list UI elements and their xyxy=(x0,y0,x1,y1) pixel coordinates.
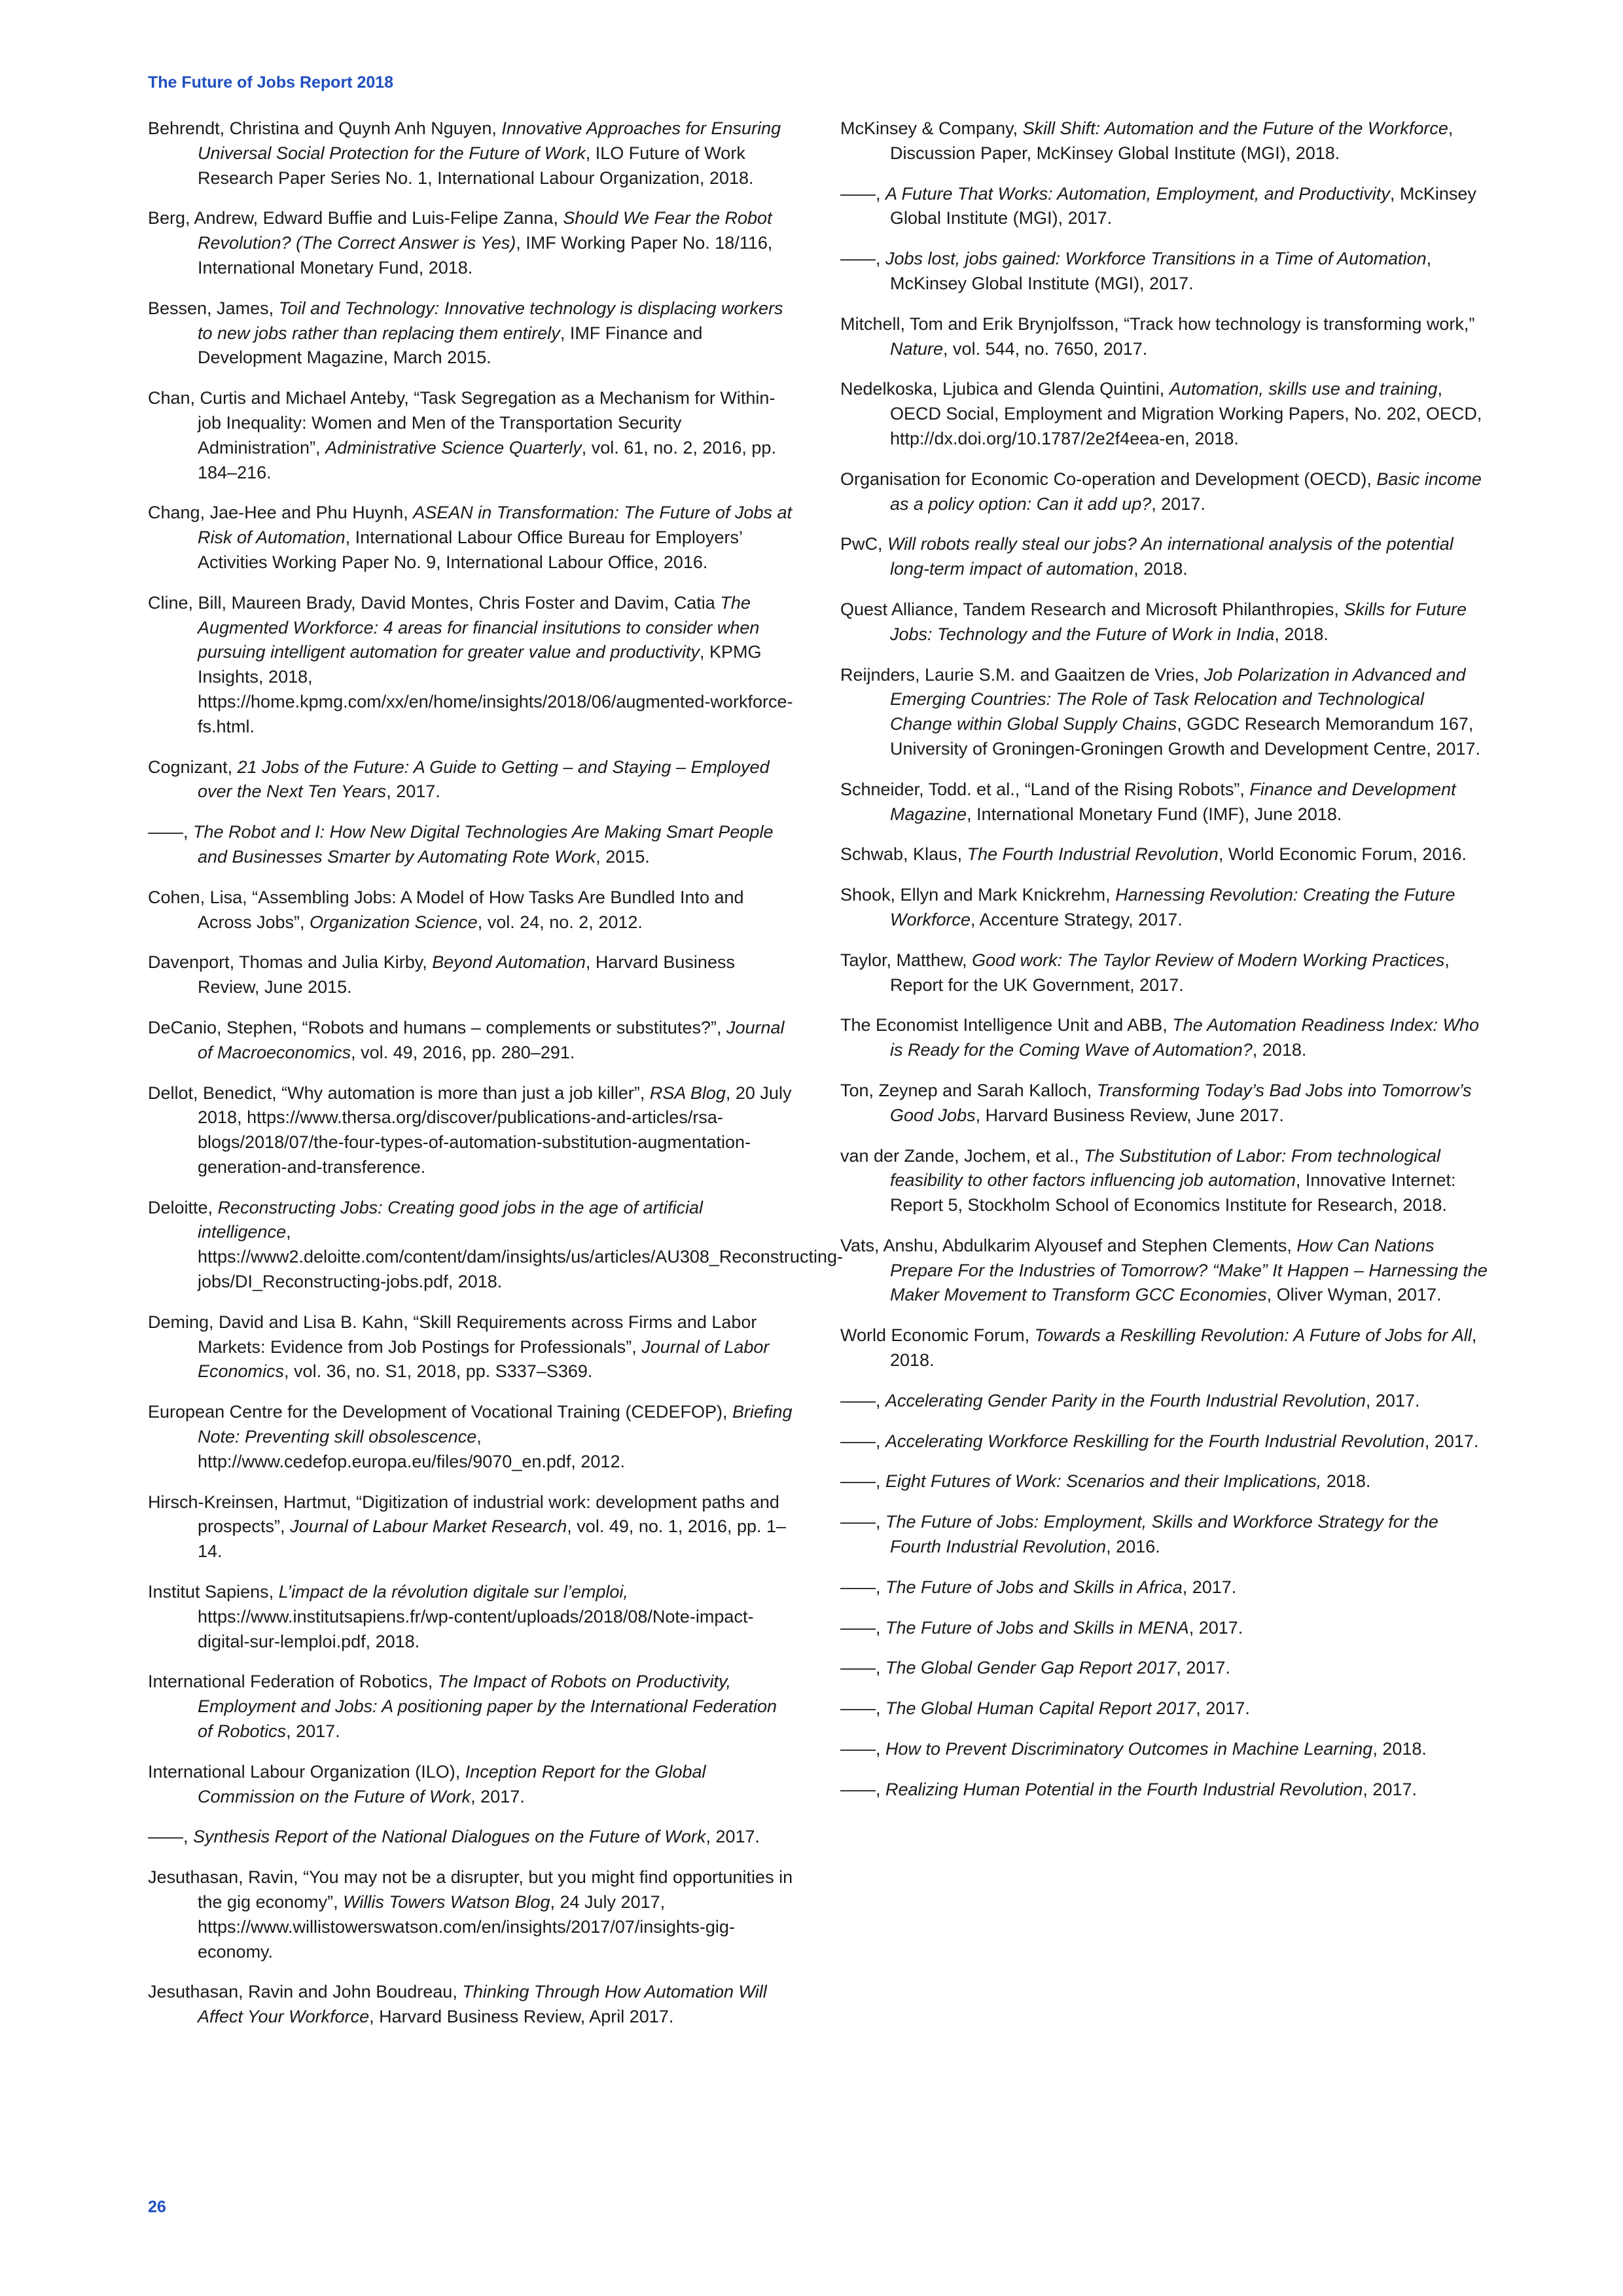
reference-entry xyxy=(840,117,1488,166)
reference-text: Behrendt, Christina and Quynh Anh Nguyen, xyxy=(148,118,502,138)
reference-title: Journal of Macroeconomics xyxy=(198,1017,785,1062)
reference-text: , vol. 544, no. 7650, 2017. xyxy=(943,338,1148,359)
reference-text: , OECD Social, Employment and Migration Working Papers, No. 202, OECD, http://dx.doi.org/10.1787/2e2f4eea-en, 2018. xyxy=(890,379,1482,448)
reference-title: The Automation Readiness Index: Who is Ready for the Coming Wave of Automation? xyxy=(890,1015,1480,1060)
reference-text: , 2017. xyxy=(705,1827,760,1847)
reference-text: , ILO Future of Work Research Paper Series No. 1, International Labour Organization, 2018. xyxy=(198,143,754,188)
reference-title: ASEAN in Transformation: The Future of Jobs at Risk of Automation xyxy=(198,503,793,548)
reference-title: Towards a Reskilling Revolution: A Future of Jobs for All xyxy=(1034,1325,1472,1346)
reference-text: Hirsch-Kreinsen, Hartmut, “Digitization of industrial work: development paths and prospects”, xyxy=(148,1492,779,1537)
reference-entry xyxy=(840,1696,1488,1721)
reference-title: Should We Fear the Robot Revolution? (The Correct Answer is Yes) xyxy=(198,208,772,253)
reference-text: Taylor, Matthew, xyxy=(840,950,972,970)
reference-title: Toil and Technology: Innovative technology is displacing workers to new jobs rather than replacing them entirely xyxy=(198,298,783,343)
reference-text: McKinsey & Company, xyxy=(840,118,1023,138)
reference-text: , Harvard Business Review, June 2015. xyxy=(198,952,735,997)
reference-text: , Harvard Business Review, June 2017. xyxy=(975,1105,1284,1125)
reference-text: ——, xyxy=(148,822,194,842)
reference-text: Jesuthasan, Ravin and John Boudreau, xyxy=(148,1982,463,2002)
reference-text: Deloitte, xyxy=(148,1197,218,1217)
reference-text: World Economic Forum, xyxy=(840,1325,1035,1346)
reference-text: International Federation of Robotics, xyxy=(148,1672,438,1692)
reference-text: Ton, Zeynep and Sarah Kalloch, xyxy=(840,1080,1097,1100)
reference-entry xyxy=(148,1081,796,1180)
reference-entry xyxy=(148,1670,796,1744)
reference-text: Cognizant, xyxy=(148,757,238,777)
reference-title: Journal of Labor Economics xyxy=(198,1336,770,1382)
reference-title: Administrative Science Quarterly xyxy=(325,437,582,457)
reference-text: , 2017. xyxy=(1188,1617,1243,1638)
reference-entry xyxy=(148,1196,843,1295)
reference-entry xyxy=(148,386,796,485)
reference-text: , International Monetary Fund (IMF), June 2018. xyxy=(967,804,1342,824)
reference-text: , http://www.cedefop.europa.eu/files/9070_en.pdf, 2012. xyxy=(198,1427,625,1471)
reference-entry xyxy=(840,1144,1488,1218)
reference-text: Dellot, Benedict, “Why automation is more than just a job killer”, xyxy=(148,1083,650,1103)
reference-text: , vol. 24, no. 2, 2012. xyxy=(477,912,643,932)
reference-entry xyxy=(148,1400,796,1474)
reference-entry xyxy=(840,1510,1488,1560)
reference-title: Eight Futures of Work: Scenarios and their Implications, xyxy=(885,1471,1322,1492)
reference-title: L’impact de la révolution digitale sur l’emploi, xyxy=(278,1582,628,1602)
reference-entry xyxy=(148,1490,796,1564)
reference-entry xyxy=(148,296,796,370)
reference-title: The Augmented Workforce: 4 areas for financial insitutions to consider when pursuing intelligent automation for greater value and productivity xyxy=(198,592,760,662)
reference-text: Deming, David and Lisa B. Kahn, “Skill Requirements across Firms and Labor Markets: Evidence from Job Postings for Professionals”, xyxy=(148,1312,757,1357)
reference-text: , 2015. xyxy=(596,846,650,867)
reference-text: Vats, Anshu, Abdulkarim Alyousef and Stephen Clements, xyxy=(840,1235,1297,1255)
reference-text: , 2018. xyxy=(1274,624,1329,644)
reference-text: , 2017. xyxy=(1365,1390,1420,1410)
reference-text: , 24 July 2017, https://www.willistowerswatson.com/en/insights/2017/07/insights-gig-economy. xyxy=(198,1892,735,1962)
reference-entry xyxy=(840,467,1488,517)
reference-title: Harnessing Revolution: Creating the Future Workforce xyxy=(890,885,1455,929)
reference-title: Organization Science xyxy=(310,912,478,932)
references-left-column xyxy=(148,117,843,2045)
reference-text: Reijnders, Laurie S.M. and Gaaitzen de Vries, xyxy=(840,664,1204,685)
reference-text: International Labour Organization (ILO), xyxy=(148,1761,465,1782)
reference-title: Nature xyxy=(890,338,944,359)
reference-title: Accelerating Workforce Reskilling for the Fourth Industrial Revolution xyxy=(885,1431,1425,1451)
reference-title: Accelerating Gender Parity in the Fourth Industrial Revolution xyxy=(885,1390,1366,1410)
reference-text: ——, xyxy=(840,1471,886,1492)
reference-entry xyxy=(840,778,1488,827)
reference-text: ——, xyxy=(840,1512,886,1532)
reference-entry xyxy=(148,206,796,280)
reference-text: , Harvard Business Review, April 2017. xyxy=(369,2007,674,2027)
reference-entry xyxy=(148,886,796,935)
reference-title: Beyond Automation xyxy=(432,952,586,973)
reference-text: , vol. 49, no. 1, 2016, pp. 1–14. xyxy=(198,1516,787,1562)
reference-entry xyxy=(840,842,1488,867)
reference-entry xyxy=(840,1234,1488,1308)
reference-text: DeCanio, Stephen, “Robots and humans – complements or substitutes?”, xyxy=(148,1017,726,1037)
reference-title: The Impact of Robots on Productivity, Employment and Jobs: A positioning paper by the International Federation of Robotics xyxy=(198,1672,777,1742)
reference-text: Berg, Andrew, Edward Buffie and Luis-Felipe Zanna, xyxy=(148,208,563,228)
reference-title: Transforming Today’s Bad Jobs into Tomorrow’s Good Jobs xyxy=(890,1080,1472,1125)
page-number: 26 xyxy=(148,2198,166,2216)
reference-entry xyxy=(840,532,1488,582)
reference-text: Nedelkoska, Ljubica and Glenda Quintini, xyxy=(840,379,1169,399)
reference-title: Jobs lost, jobs gained: Workforce Transitions in a Time of Automation xyxy=(885,249,1427,269)
reference-entry xyxy=(840,1575,1488,1600)
reference-entry xyxy=(840,1389,1488,1414)
reference-title: Inception Report for the Global Commission on the Future of Work xyxy=(198,1761,706,1806)
reference-title: Will robots really steal our jobs? An international analysis of the potential long-term impact of automation xyxy=(887,534,1454,579)
reference-entry xyxy=(840,247,1488,296)
reference-entry xyxy=(840,1778,1488,1803)
reference-text: van der Zande, Jochem, et al., xyxy=(840,1145,1084,1166)
reference-title: Synthesis Report of the National Dialogues on the Future of Work xyxy=(193,1827,706,1847)
reference-text: ——, xyxy=(840,1431,886,1451)
reference-title: Job Polarization in Advanced and Emerging Countries: The Role of Task Relocation and Technological Change within Global Supply Chains xyxy=(890,664,1466,734)
reference-text: ——, xyxy=(840,183,886,204)
reference-entry xyxy=(148,1760,796,1810)
reference-text: Organisation for Economic Co-operation and Development (OECD), xyxy=(840,469,1377,489)
reference-entry xyxy=(840,1469,1488,1494)
reference-text: , IMF Working Paper No. 18/116, International Monetary Fund, 2018. xyxy=(198,233,773,278)
reference-title: 21 Jobs of the Future: A Guide to Getting – and Staying – Employed over the Next Ten Years xyxy=(198,757,770,802)
reference-title: Thinking Through How Automation Will Affect Your Workforce xyxy=(198,1982,767,2027)
reference-title: Basic income as a policy option: Can it add up? xyxy=(890,469,1482,514)
reference-text: Jesuthasan, Ravin, “You may not be a disrupter, but you might find opportunities in the gig economy”, xyxy=(148,1867,793,1912)
reference-text: ——, xyxy=(840,1577,886,1597)
reference-entry xyxy=(840,1013,1488,1063)
reference-title: Innovative Approaches for Ensuring Universal Social Protection for the Future of Work xyxy=(198,118,781,163)
reference-text: , 2017. xyxy=(1363,1779,1417,1799)
reference-text: , vol. 36, no. S1, 2018, pp. S337–S369. xyxy=(284,1361,593,1382)
reference-text: , McKinsey Global Institute (MGI), 2017. xyxy=(890,249,1432,293)
reference-text: ——, xyxy=(148,1827,194,1847)
reference-text: European Centre for the Development of Vocational Training (CEDEFOP), xyxy=(148,1402,732,1422)
reference-title: The Substitution of Labor: From technological feasibility to other factors influencing job automation xyxy=(890,1145,1441,1191)
reference-entry xyxy=(148,1580,796,1654)
reference-text: Chang, Jae-Hee and Phu Huynh, xyxy=(148,503,414,523)
reference-text: , Accenture Strategy, 2017. xyxy=(971,909,1183,929)
running-header: The Future of Jobs Report 2018 xyxy=(148,73,394,92)
reference-text: Institut Sapiens, xyxy=(148,1582,279,1602)
reference-text: , Innovative Internet: Report 5, Stockholm School of Economics Institute for Research, 2018. xyxy=(890,1170,1456,1215)
reference-entry xyxy=(148,1980,796,2030)
reference-title: Finance and Development Magazine xyxy=(890,779,1456,824)
reference-title: Automation, skills use and training xyxy=(1169,379,1438,399)
reference-entry xyxy=(840,948,1488,998)
reference-title: A Future That Works: Automation, Employment, and Productivity xyxy=(885,183,1390,204)
reference-text: , 2018. xyxy=(1372,1739,1427,1759)
reference-text: , GGDC Research Memorandum 167, University of Groningen-Groningen Growth and Development Centre, 2017. xyxy=(890,714,1480,759)
reference-text: ——, xyxy=(840,1779,886,1799)
reference-text: , Oliver Wyman, 2017. xyxy=(1266,1285,1442,1305)
reference-entry xyxy=(840,883,1488,933)
reference-entry xyxy=(840,663,1488,762)
reference-title: Skill Shift: Automation and the Future of the Workforce xyxy=(1022,118,1448,138)
reference-text: , 2018. xyxy=(1133,559,1188,579)
reference-text: , 2017. xyxy=(286,1721,340,1742)
reference-text: Davenport, Thomas and Julia Kirby, xyxy=(148,952,433,973)
reference-title: How to Prevent Discriminatory Outcomes in Machine Learning xyxy=(885,1739,1373,1759)
reference-text: , 2018. xyxy=(890,1325,1477,1371)
reference-text: The Economist Intelligence Unit and ABB, xyxy=(840,1015,1173,1035)
reference-text: Cline, Bill, Maureen Brady, David Montes, Chris Foster and Davim, Catia xyxy=(148,592,721,613)
reference-entry xyxy=(148,501,796,575)
reference-entry xyxy=(148,755,796,805)
reference-entry xyxy=(840,1429,1488,1454)
reference-entry xyxy=(840,1323,1488,1373)
reference-entry xyxy=(148,1310,796,1384)
reference-text: , 2017. xyxy=(1196,1698,1250,1719)
reference-text: ——, xyxy=(840,1617,886,1638)
reference-text: Bessen, James, xyxy=(148,298,279,318)
reference-text: ——, xyxy=(840,1739,886,1759)
reference-title: The Global Gender Gap Report 2017 xyxy=(885,1658,1177,1678)
reference-text: Quest Alliance, Tandem Research and Microsoft Philanthropies, xyxy=(840,599,1344,619)
references-right-column xyxy=(840,117,1488,1818)
reference-text: , 2017. xyxy=(1182,1577,1237,1597)
reference-entry xyxy=(840,377,1488,451)
reference-entry xyxy=(148,591,796,740)
reference-entry xyxy=(840,1656,1488,1681)
reference-text: , KPMG Insights, 2018, https://home.kpmg.com/xx/en/home/insights/2018/06/augmented-workforce-fs.html. xyxy=(198,642,793,736)
reference-text: , 2017. xyxy=(1424,1431,1479,1451)
reference-text: ——, xyxy=(840,249,886,269)
reference-entry xyxy=(840,598,1488,647)
reference-text: , 2017. xyxy=(471,1786,525,1806)
reference-text: 2018. xyxy=(1321,1471,1371,1492)
reference-entry xyxy=(148,1865,796,1964)
reference-text: , International Labour Office Bureau for Employers’ Activities Working Paper No. 9, International Labour Office, 2016. xyxy=(198,528,742,572)
reference-text: , IMF Finance and Development Magazine, March 2015. xyxy=(198,323,703,368)
reference-title: Journal of Labour Market Research xyxy=(290,1516,567,1537)
reference-text: , McKinsey Global Institute (MGI), 2017. xyxy=(890,183,1476,228)
reference-text: , 2017. xyxy=(1176,1658,1230,1678)
reference-title: The Future of Jobs: Employment, Skills and Workforce Strategy for the Fourth Industrial Revolution xyxy=(885,1512,1438,1557)
reference-title: Willis Towers Watson Blog xyxy=(343,1892,550,1912)
reference-entry xyxy=(840,1616,1488,1641)
reference-entry xyxy=(148,820,796,870)
reference-title: The Fourth Industrial Revolution xyxy=(967,844,1219,865)
reference-entry xyxy=(148,950,796,1000)
reference-entry xyxy=(148,1016,796,1066)
reference-text: , Discussion Paper, McKinsey Global Institute (MGI), 2018. xyxy=(890,118,1454,163)
reference-title: Good work: The Taylor Review of Modern Working Practices xyxy=(972,950,1445,970)
reference-text: Cohen, Lisa, “Assembling Jobs: A Model of How Tasks Are Bundled Into and Across Jobs”, xyxy=(148,887,744,932)
reference-entry xyxy=(840,1737,1488,1762)
reference-title: Skills for Future Jobs: Technology and the Future of Work in India xyxy=(890,599,1467,644)
reference-text: , vol. 61, no. 2, 2016, pp. 184–216. xyxy=(198,437,776,482)
reference-entry xyxy=(840,312,1488,362)
reference-entry xyxy=(840,182,1488,232)
reference-text: , 2017. xyxy=(1151,493,1205,514)
reference-text: , 20 July 2018, https://www.thersa.org/discover/publications-and-articles/rsa-blogs/2018/07/the-four-types-of-automation-substitution-augmentation-generation-and-transference. xyxy=(198,1083,792,1177)
reference-title: The Future of Jobs and Skills in Africa xyxy=(885,1577,1183,1597)
reference-text: Mitchell, Tom and Erik Brynjolfsson, “Track how technology is transforming work,” xyxy=(840,314,1475,334)
reference-text: , World Economic Forum, 2016. xyxy=(1218,844,1467,865)
reference-title: Briefing Note: Preventing skill obsolescence xyxy=(198,1402,793,1447)
reference-text: , Report for the UK Government, 2017. xyxy=(890,950,1450,995)
reference-entry xyxy=(148,1825,796,1850)
reference-text: Shook, Ellyn and Mark Knickrehm, xyxy=(840,885,1116,905)
reference-text: , https://www2.deloitte.com/content/dam/insights/us/articles/AU308_Reconstructing-jobs/DI_Reconstructing-jobs.pdf, 2018. xyxy=(198,1222,843,1292)
reference-text: PwC, xyxy=(840,534,888,554)
reference-text: https://www.institutsapiens.fr/wp-content/uploads/2018/08/Note-impact-digital-sur-lemploi.pdf, 2018. xyxy=(198,1606,754,1651)
reference-title: How Can Nations Prepare For the Industries of Tomorrow? “Make” It Happen – Harnessing the Maker Movement to Transform GCC Economies xyxy=(890,1235,1488,1305)
reference-title: The Robot and I: How New Digital Technologies Are Making Smart People and Businesses Smarter by Automating Rote Work xyxy=(193,822,774,867)
reference-title: The Global Human Capital Report 2017 xyxy=(885,1698,1196,1719)
reference-entry xyxy=(840,1079,1488,1128)
reference-text: , 2018. xyxy=(1252,1040,1307,1060)
reference-text: , vol. 49, 2016, pp. 280–291. xyxy=(351,1042,575,1062)
reference-text: Schneider, Todd. et al., “Land of the Rising Robots”, xyxy=(840,779,1250,799)
reference-text: , 2016. xyxy=(1106,1537,1160,1557)
reference-text: ——, xyxy=(840,1658,886,1678)
reference-entry xyxy=(148,117,796,190)
reference-text: Schwab, Klaus, xyxy=(840,844,967,865)
reference-title: Realizing Human Potential in the Fourth Industrial Revolution xyxy=(885,1779,1363,1799)
reference-title: Reconstructing Jobs: Creating good jobs in the age of artificial intelligence xyxy=(198,1197,703,1242)
reference-text: ——, xyxy=(840,1698,886,1719)
reference-text: ——, xyxy=(840,1390,886,1410)
reference-text: , 2017. xyxy=(386,781,440,802)
reference-text: Chan, Curtis and Michael Anteby, “Task Segregation as a Mechanism for Within-job Inequality: Women and Men of the Transportation Security Administration”, xyxy=(148,388,776,457)
reference-title: The Future of Jobs and Skills in MENA xyxy=(885,1617,1189,1638)
reference-title: RSA Blog xyxy=(649,1083,726,1103)
